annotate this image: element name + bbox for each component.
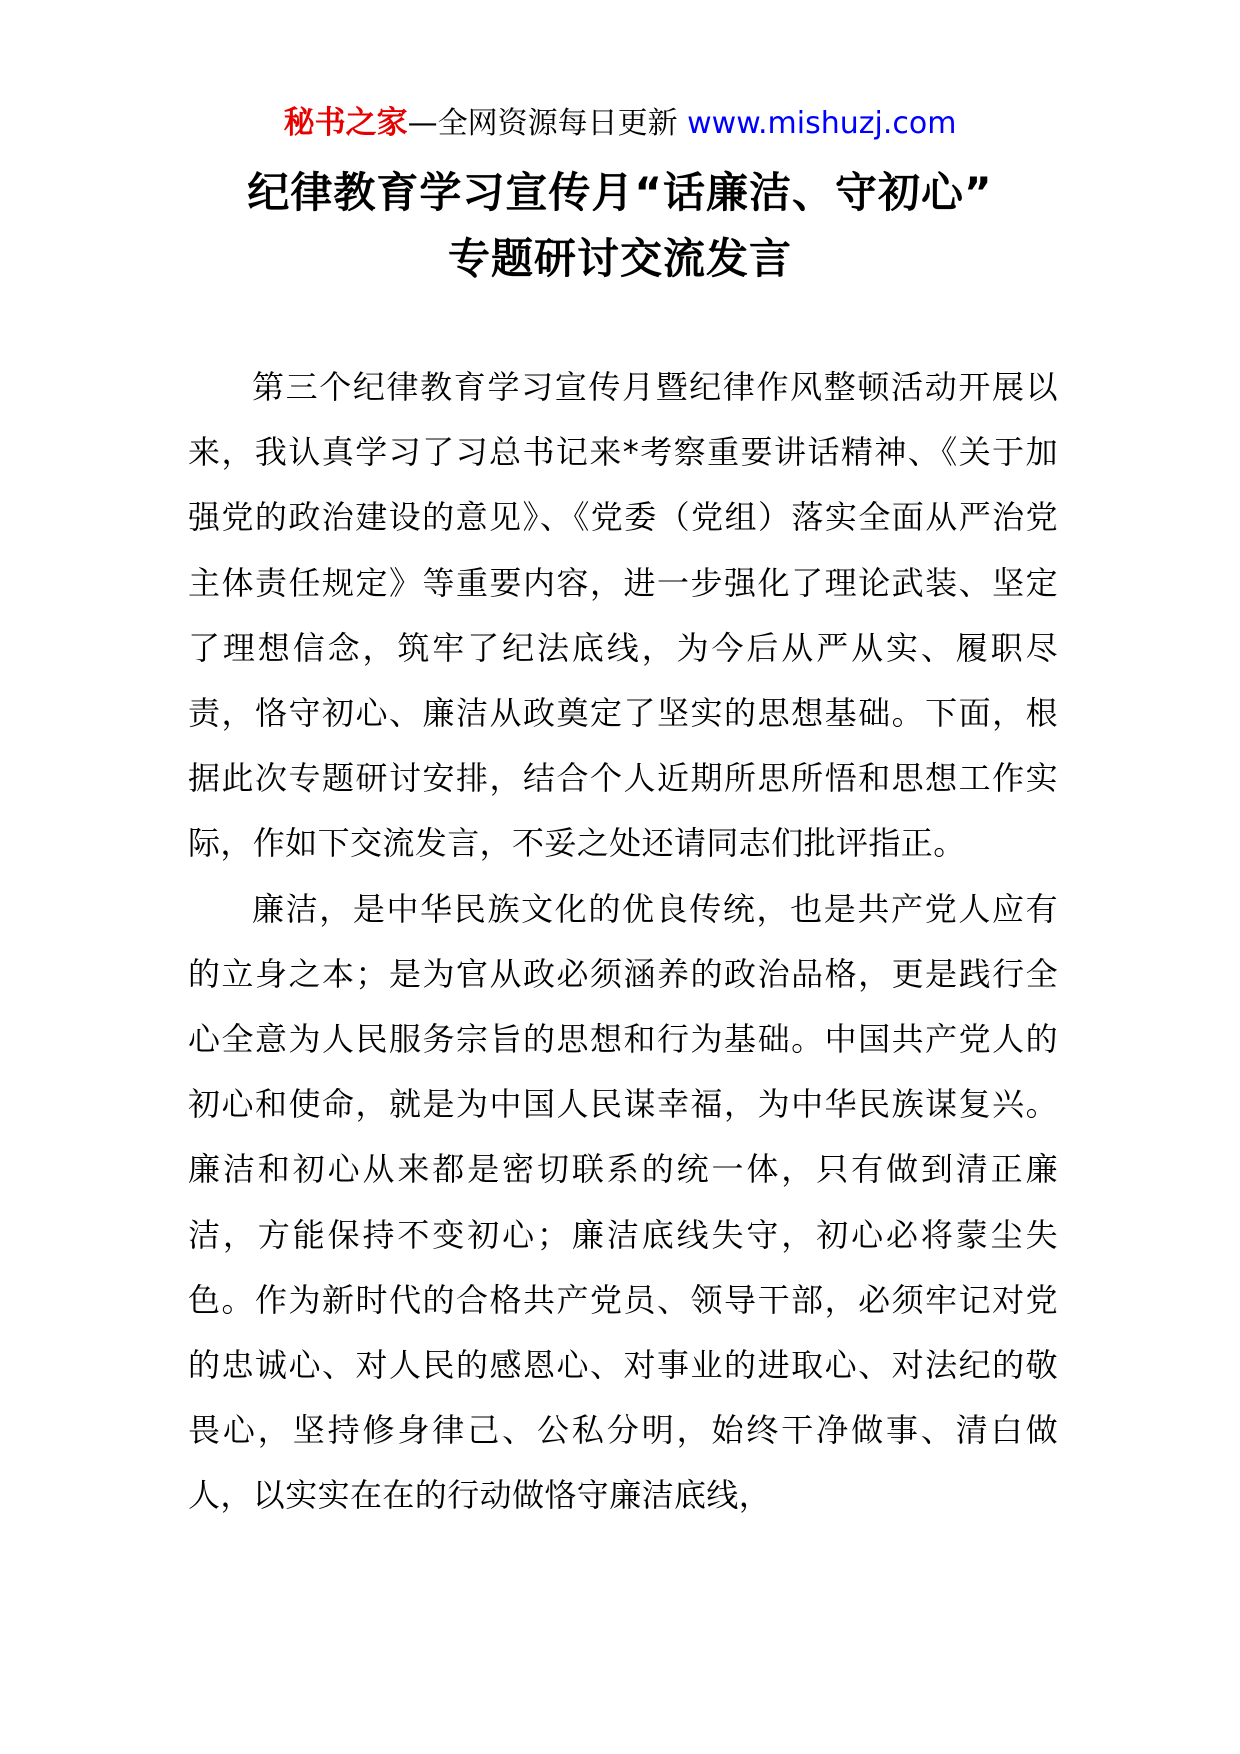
body-paragraph-1: 第三个纪律教育学习宣传月暨纪律作风整顿活动开展以来，我认真学习了习总书记来*考察重要讲话精神、《关于加强党的政治建设的意见》、《党委（党组）落实全面从严治党主体责任规定》等重要内容，进一步强化了理论武装、坚定了理想信念，筑牢了纪法底线，为今后从严从实、履职尽责，恪守初心、廉洁从政奠定了坚实的思想基础。下面，根据此次专题研讨安排，结合个人近期所思所悟和思想工作实际，作如下交流发言，不妥之处还请同志们批评指正。 (188, 368, 1058, 863)
document-title (0, 160, 1240, 292)
body-paragraph-2: 廉洁，是中华民族文化的优良传统，也是共产党人应有的立身之本；是为官从政必须涵养的政治品格，更是践行全心全意为人民服务宗旨的思想和行为基础。中国共产党人的初心和使命，就是为中国人民谋幸福，为中华民族谋复兴。廉洁和初心从来都是密切联系的统一体，只有做到清正廉洁，方能保持不变初心；廉洁底线失守，初心必将蒙尘失色。作为新时代的合格共产党员、领导干部，必须牢记对党的忠诚心、对人民的感恩心、对事业的进取心、对法纪的敬畏心，坚持修身律己、公私分明，始终干净做事、清白做人，以实实在在的行动做恪守廉洁底线， (188, 889, 1058, 1515)
document-body (188, 355, 1058, 1529)
site-tagline: —全网资源每日更新 (407, 106, 678, 141)
brand-name: 秘书之家 (283, 105, 408, 141)
site-header (0, 103, 1240, 144)
site-url-link[interactable]: www.mishuzj.com (687, 106, 957, 141)
title-line-1: 纪律教育学习宣传月“话廉洁、守初心” (247, 168, 993, 217)
title-line-2: 专题研讨交流发言 (447, 234, 792, 283)
